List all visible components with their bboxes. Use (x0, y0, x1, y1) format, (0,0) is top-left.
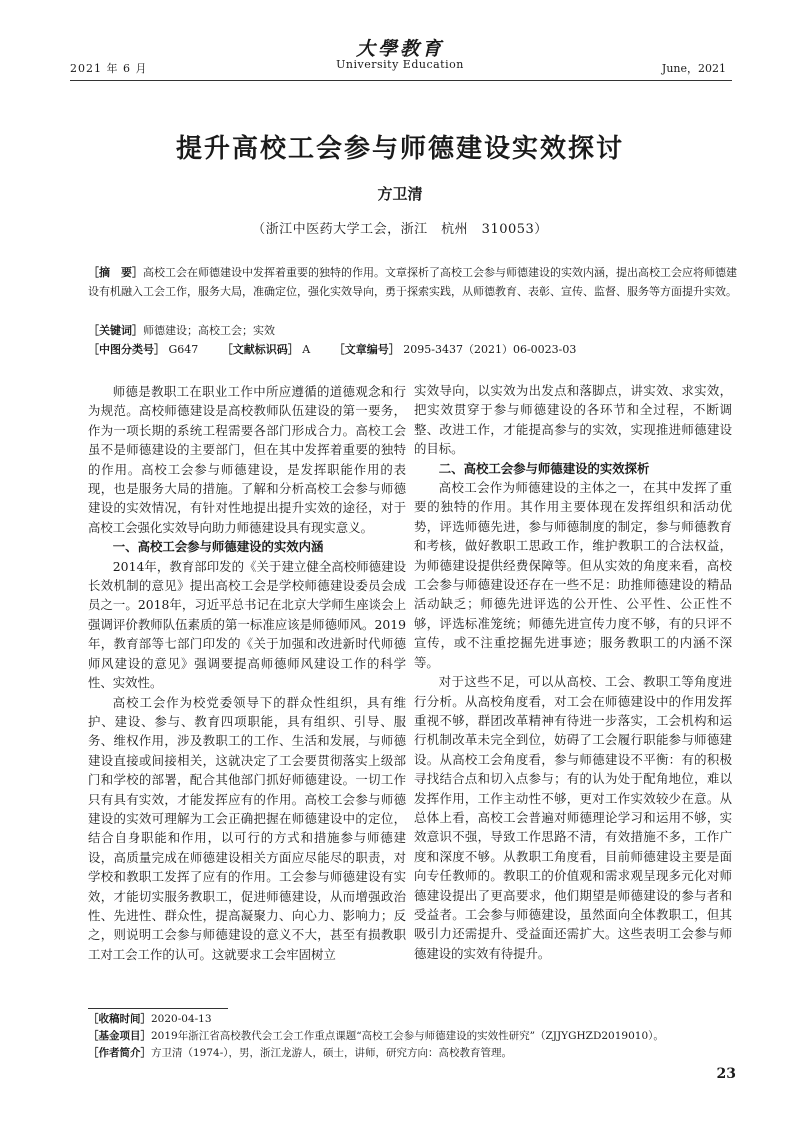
abstract-label: ［摘 要］ (88, 266, 143, 279)
body-paragraph: 2014年，教育部印发的《关于建立健全高校师德建设长效机制的意见》提出高校工会是学校师德建设委员会成员之一。2018年，习近平总书记在北京大学师生座谈会上强调评价教师队伍素质的第一标准应该是师德师风。2019年，教育部等七部门印发的《关于加强和改进新时代师德师风建设的意见》强调要提高师德师风建设工作的科学性、实效性。 (88, 558, 406, 691)
abstract-text: 高校工会在师德建设中发挥着重要的独特的作用。文章探析了高校工会参与师德建设的实效内涵，提出高校工会应将师德建设有机融入工会工作，服务大局，准确定位，强化实效导向，勇于探索实践，从师德教育、表彰、宣传、监督、服务等方面提升实效。 (88, 266, 737, 298)
header-journal-name: University Education (336, 58, 464, 71)
fund-value: 2019年浙江省高校教代会工会工作重点课题“高校工会参与师德建设的实效性研究”（ZJJYGHZD2019010）。 (151, 1030, 664, 1042)
received-label: ［收稿时间］ (88, 1013, 151, 1025)
body-paragraph: 高校工会作为校党委领导下的群众性组织，具有维护、建设、参与、教育四项职能，具有组织、引导、服务、维权作用，涉及教职工的工作、生活和发展，与师德建设直接或间接相关，这就决定了工会要贯彻落实上级部门和学校的部署，配合其他部门抓好师德建设。一切工作只有具有实效，才能发挥应有的作用。高校工会参与师德建设的实效可理解为工会正确把握在师德建设中的定位，结合自身职能和作用，以可行的方式和措施参与师德建设，高质量完成在师德建设相关方面应尽能尽的职责，对学校和教职工发挥了应有的作用。工会参与师德建设有实效，才能切实服务教职工，促进师德建设，从而增强政治性、先进性、群众性，提高凝聚力、向心力、影响力；反之，则说明工会参与师德建设的意义不大，甚至有损教职工对工会工作的认可。这就要求工会牢固树立 (88, 694, 406, 962)
keywords (88, 321, 738, 340)
article-number-label: ［文章编号］ (333, 343, 400, 356)
article-title: 提升高校工会参与师德建设实效探讨 (175, 134, 624, 164)
author-bio-label: ［作者简介］ (88, 1047, 151, 1059)
keywords-label: ［关键词］ (88, 324, 143, 337)
fund-label: ［基金项目］ (88, 1030, 151, 1042)
section-heading: 一、高校工会参与师德建设的实效内涵 (112, 539, 324, 555)
clc-value: G647 (168, 343, 199, 356)
abstract (88, 263, 738, 301)
doc-code-label: ［文献标识码］ (221, 343, 299, 356)
article-author: 方卫清 (377, 185, 423, 203)
body-paragraph: 高校工会作为师德建设的主体之一，在其中发挥了重要的独特的作用。其作用主要体现在发挥组织和活动优势，评选师德先进，参与师德制度的制定，参与师德教育和考核，做好教职工思政工作，维护教职工的合法权益，为师德建设提供经费保障等。但从实效的角度来看，高校工会参与师德建设还存在一些不足：助推师德建设的精品活动缺乏；师德先进评选的公开性、公平性、公正性不够，评选标准笼统；师德先进宣传力度不够，有的只评不宣传，或不注重挖掘先进事迹；服务教职工的内涵不深等。 (414, 480, 732, 670)
author-bio-value: 方卫清（1974-），男，浙江龙游人，硕士，讲师，研究方向：高校教育管理。 (151, 1047, 513, 1059)
article-number-value: 2095-3437（2021）06-0023-03 (403, 343, 577, 356)
footnote-author (88, 1045, 738, 1062)
body-column-left (88, 382, 406, 964)
footnotes (88, 1011, 738, 1062)
received-value: 2020-04-13 (151, 1013, 212, 1025)
body-column-right (414, 381, 732, 963)
footnote-fund (88, 1028, 738, 1045)
header-date-en: June，2021 (661, 62, 726, 75)
clc-label: ［中图分类号］ (88, 343, 165, 356)
footnote-rule (88, 1008, 228, 1009)
keywords-text: 师德建设；高校工会；实效 (143, 324, 275, 337)
header-date-cn: 2021 年 6 月 (70, 62, 148, 75)
doc-code-value: A (302, 343, 311, 356)
classification-line (88, 340, 738, 359)
body-paragraph: 实效导向，以实效为出发点和落脚点，讲实效、求实效，把实效贯穿于参与师德建设的各环节和全过程，不断调整、改进工作，才能提高参与的实效，实现推进师德建设的目标。 (414, 383, 732, 457)
journal-logo: 大學教育 (355, 38, 444, 60)
section-heading: 二、高校工会参与师德建设的实效探析 (438, 460, 650, 476)
author-affiliation: （浙江中医药大学工会，浙江 杭州 310053） (252, 222, 548, 237)
body-paragraph: 师德是教职工在职业工作中所应遵循的道德观念和行为规范。高校师德建设是高校教师队伍建设的第一要务，作为一项长期的系统工程需要各部门形成合力。高校工会虽不是师德建设的主要部门，但在其中发挥着重要的独特的作用。高校工会参与师德建设，是发挥职能作用的表现，也是服务大局的措施。了解和分析高校工会参与师德建设的实效情况，有针对性地提出提升实效的途径，对于高校工会强化实效导向助力师德建设具有现实意义。 (88, 384, 406, 535)
body-paragraph: 对于这些不足，可以从高校、工会、教职工等角度进行分析。从高校角度看，对工会在师德建设中的作用发挥重视不够，群团改革精神有待进一步落实，工会机构和运行机制改革未完全到位，妨碍了工会履行职能参与师德建设。从高校工会角度看，参与师德建设不平衡：有的积极寻找结合点和切入点参与；有的认为处于配角地位，难以发挥作用，工作主动性不够，更对工作实效较少在意。从总体上看，高校工会普遍对师德理论学习和运用不够，实效意识不强，导致工作思路不清，有效措施不多，工作广度和深度不够。从教职工角度看，目前师德建设主要是面向专任教师的。教职工的价值观和需求观呈现多元化对师德建设提出了更高要求，他们期望是师德建设的参与者和受益者。工会参与师德建设，虽然面向全体教职工，但其吸引力还需提升、受益面还需扩大。这些表明工会参与师德建设的实效有待提升。 (414, 674, 732, 961)
header-rule (70, 80, 732, 81)
footnote-received (88, 1011, 738, 1028)
page-number: 23 (716, 1066, 736, 1082)
